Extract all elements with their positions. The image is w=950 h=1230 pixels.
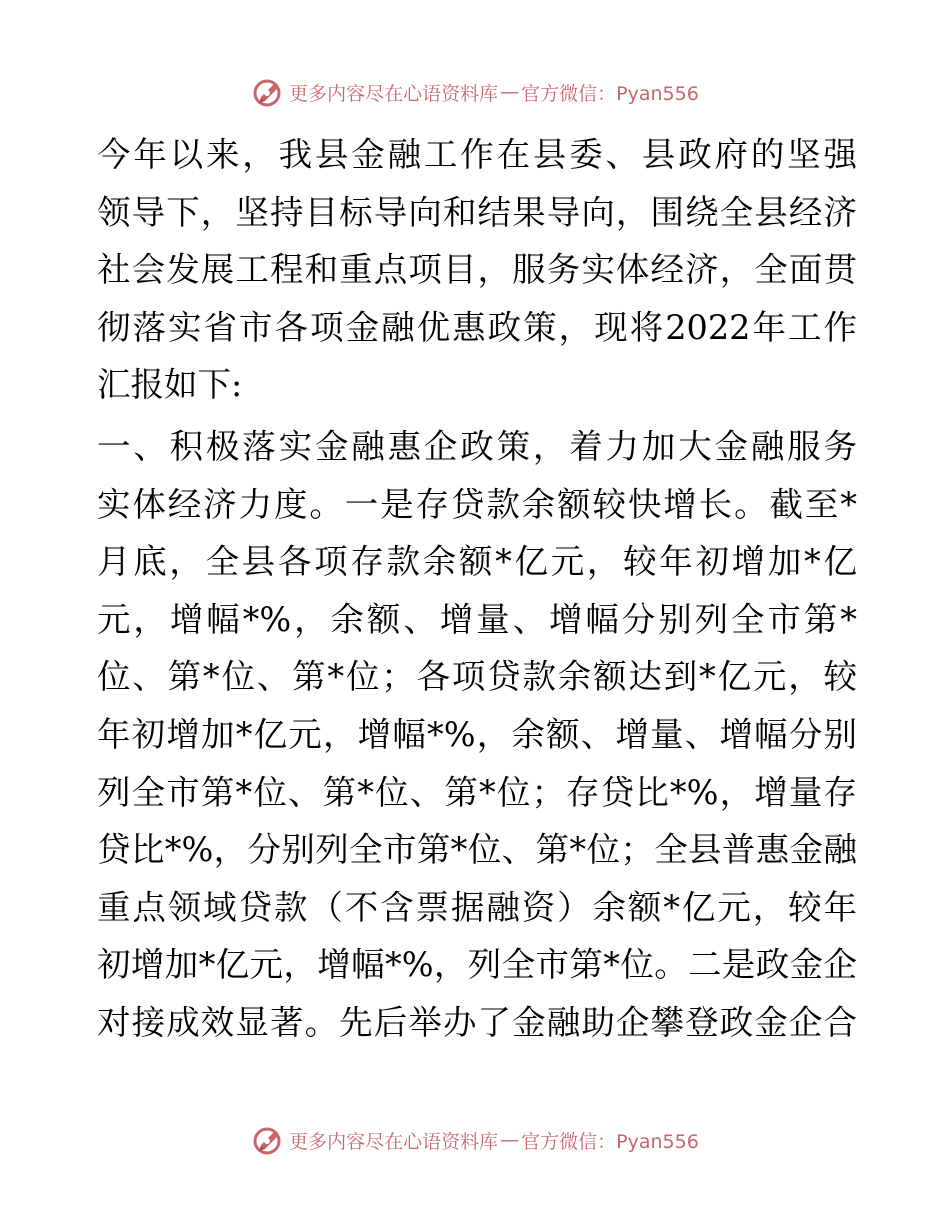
text-line: 社会发展工程和重点项目，服务实体经济，全面贯 bbox=[97, 250, 857, 290]
watermark-text: 更多内容尽在心语资料库 bbox=[289, 1130, 499, 1153]
paragraph-section-one bbox=[97, 418, 857, 1052]
watermark-contact: 官方微信：Pyan556 bbox=[521, 1130, 699, 1153]
watermark-contact: 官方微信：Pyan556 bbox=[521, 82, 699, 105]
text-line: 汇报如下: bbox=[97, 365, 243, 405]
text-line: 列全市第*位、第*位、第*位；存贷比*%，增量存 bbox=[97, 772, 857, 812]
text-line: 元，增幅*%，余额、增量、增幅分别列全市第* bbox=[97, 599, 857, 639]
watermark-dash: — bbox=[500, 1129, 520, 1151]
text-line: 位、第*位、第*位；各项贷款余额达到*亿元，较 bbox=[97, 657, 857, 697]
footer-watermark bbox=[0, 1120, 950, 1160]
text-line: 初增加*亿元，增幅*%，列全市第*位。二是政金企 bbox=[97, 945, 857, 985]
pen-circle-logo-icon bbox=[251, 75, 285, 109]
text-line: 一、积极落实金融惠企政策，着力加大金融服务 bbox=[97, 426, 857, 466]
text-line: 今年以来，我县金融工作在县委、县政府的坚强 bbox=[97, 135, 857, 174]
text-line: 实体经济力度。一是存贷款余额较快增长。截至* bbox=[97, 484, 857, 524]
text-line: 年初增加*亿元，增幅*%，余额、增量、增幅分别 bbox=[97, 714, 857, 754]
watermark-dash: — bbox=[500, 81, 520, 103]
text-line: 月底，全县各项存款余额*亿元，较年初增加*亿 bbox=[97, 542, 857, 582]
text-line: 重点领域贷款（不含票据融资）余额*亿元，较年 bbox=[97, 887, 857, 927]
text-line: 彻落实省市各项金融优惠政策，现将2022年工作 bbox=[97, 307, 857, 347]
text-line: 领导下，坚持目标导向和结果导向，围绕全县经济 bbox=[97, 192, 857, 232]
watermark-text: 更多内容尽在心语资料库 bbox=[289, 82, 499, 105]
text-line: 贷比*%，分别列全市第*位、第*位；全县普惠金融 bbox=[97, 830, 857, 870]
text-line: 对接成效显著。先后举办了金融助企攀登政金企合 bbox=[97, 1002, 857, 1042]
header-watermark bbox=[0, 72, 950, 112]
document-body bbox=[97, 126, 857, 1056]
pen-circle-logo-icon bbox=[251, 1123, 285, 1157]
paragraph-intro bbox=[97, 126, 857, 414]
